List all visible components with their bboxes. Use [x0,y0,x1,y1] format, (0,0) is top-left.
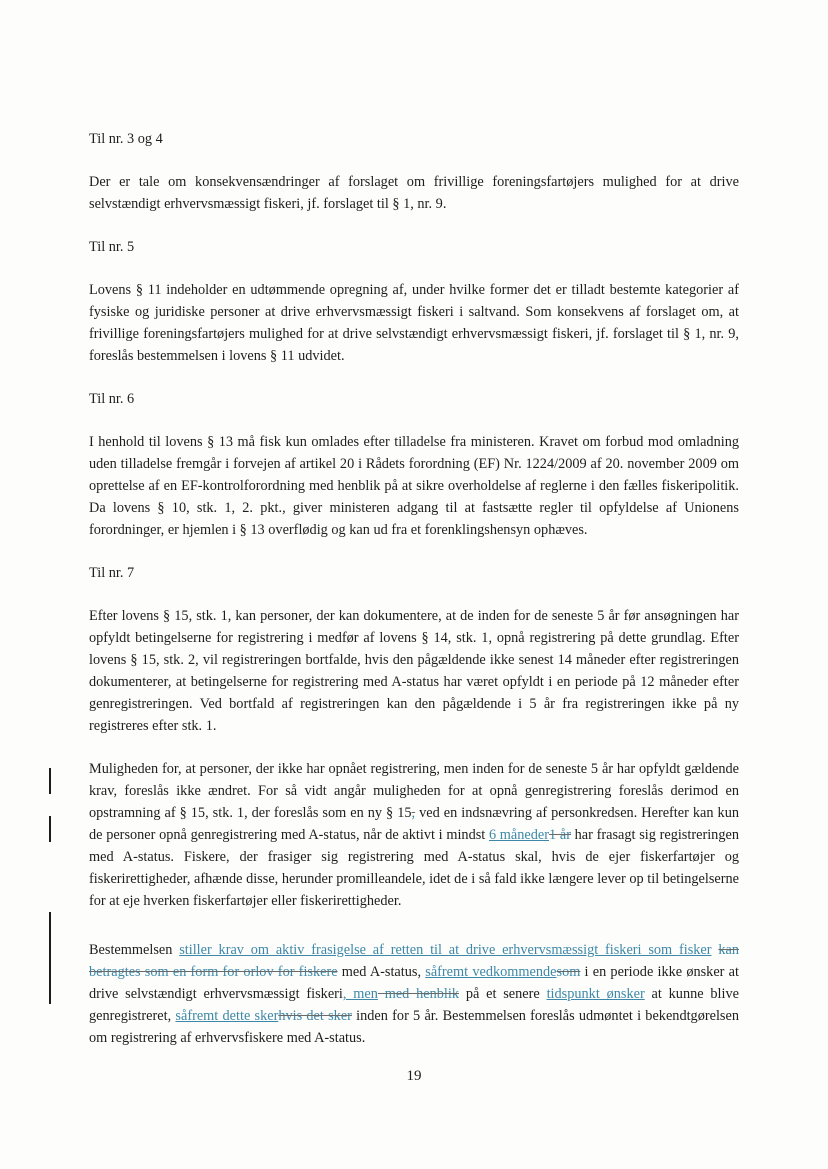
inserted-text: stiller krav om aktiv frasigelse af retten til at drive erhvervsmæssigt fiskeri som fisker [179,942,712,958]
section-paragraph: Efter lovens § 15, stk. 1, kan personer, der kan dokumentere, at de inden for de seneste 5 år før ansøgningen har opfyldt betingelserne for registrering i medfør af lovens § 14, stk. 1, opnå registrering på dette grundlag. Efter lovens § 15, stk. 2, vil registreringen bortfalde, hvis den pågældende ikke senest 14 måneder efter registreringen dokumenterer, at betingelserne for registrering med A-status har været opfyldt i en periode på 12 måneder efter genregistreringen. Ved bortfald af registreringen kan den pågældende i 5 år fra registreringen ikke på ny registreres efter stk. 1. [89,608,739,734]
text-run: på et senere [459,986,547,1002]
section-heading: Til nr. 5 [89,239,135,255]
change-bar [49,912,51,1004]
change-bar [49,816,51,842]
text-run: i en periode ikke ønsker at drive selvstændigt erhvervsmæssigt fiskeri [89,964,739,1002]
page-number: 19 [406,1068,422,1084]
deleted-text: , [411,805,416,821]
text-run: har frasagt sig registreringen med A-status. Fiskere, der frasiger sig registrering med A-status skal, hvis de ejer fiskerfartøjer og fiskerirettigheder, afhænde disse, herunder promilleandele, idet de i så fald ikke længere lever op til betingelserne for at eje hverken fiskerfartøjer eller fiskerirettigheder. [89,827,739,909]
section-heading: Til nr. 7 [89,565,135,581]
text-run: med A-status, [337,964,426,980]
deleted-text: hvis det sker [278,1008,352,1024]
deleted-text: kan betragtes som en form for orlov for fiskere [89,942,739,980]
inserted-text: såfremt vedkommende [425,964,557,980]
text-run: Muligheden for, at personer, der ikke har opnået registrering, men inden for de seneste 5 år har opfyldt gældende krav, foreslås ikke ændret. For så vidt angår muligheden for at opnå genregistrering foreslås derimod en opstramning af § 15, stk. 1, der foreslås som en ny § 15 [89,761,739,821]
tracked-change-paragraph [89,758,739,912]
inserted-text: , men [342,986,378,1002]
text-run: Bestemmelsen [89,942,180,958]
deleted-text: som [556,964,581,980]
inserted-text: såfremt dette sker [175,1008,279,1024]
text-run: at kunne blive genregistreret, [89,986,739,1024]
section-paragraph: Der er tale om konsekvensændringer af forslaget om frivillige foreningsfartøjers mulighed for at drive selvstændigt erhvervsmæssigt fiskeri, jf. forslaget til § 1, nr. 9. [89,174,739,212]
change-bar [49,768,51,794]
inserted-text: 6 måneder [488,827,550,843]
inserted-text: tidspunkt ønsker [546,986,645,1002]
deleted-text: 1 år [549,827,571,843]
tracked-change-paragraph [89,939,739,1049]
deleted-text: med henblik [377,986,460,1002]
section-paragraph: Lovens § 11 indeholder en udtømmende opregning af, under hvilke former det er tilladt bestemte kategorier af fysiske og juridiske personer at drive erhvervsmæssigt fiskeri i saltvand. Som konsekvens af forslaget om, at frivillige foreningsfartøjers mulighed for at drive selvstændigt erhvervsmæssigt fiskeri, jf. forslaget til § 1, nr. 9, foreslås bestemmelsen i lovens § 11 udvidet. [89,282,739,364]
text-run: ved en indsnævring af personkredsen. Herefter kan kun de personer opnå genregistrering med A-status, når de aktivt i mindst [89,805,740,843]
section-heading: Til nr. 3 og 4 [89,131,163,147]
section-paragraph: I henhold til lovens § 13 må fisk kun omlades efter tilladelse fra ministeren. Kravet om forbud mod omladning uden tilladelse fremgår i forvejen af artikel 20 i Rådets forordning (EF) Nr. 1224/2009 af 20. november 2009 om oprettelse af en EF-kontrolforordning med henblik på at sikre overholdelse af reglerne i den fælles fiskeripolitik. Da lovens § 10, stk. 1, 2. pkt., giver ministeren adgang til at fastsætte regler til opfyldelse af Unionens forordninger, er hjemlen i § 13 overflødig og kan ud fra et forenklingshensyn ophæves. [89,434,739,538]
document-body [89,128,739,1070]
text-run: inden for 5 år. Bestemmelsen foreslås udmøntet i bekendtgørelsen om registrering af erhvervsfiskere med A-status. [89,1008,739,1046]
section-heading: Til nr. 6 [89,391,135,407]
